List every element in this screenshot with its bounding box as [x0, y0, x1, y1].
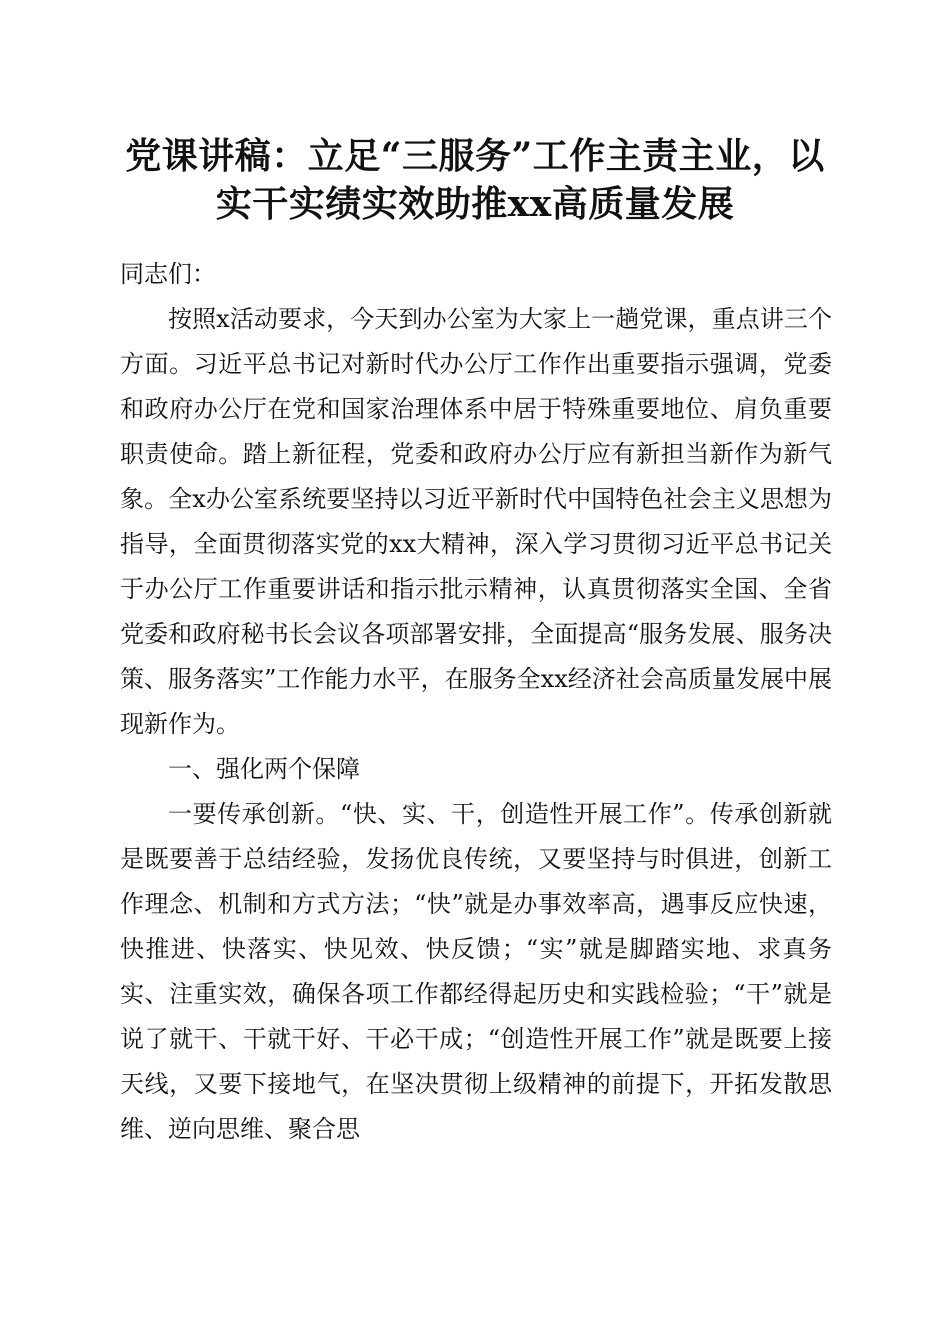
- document-body: [120, 252, 832, 1152]
- paragraph-inheritance-innovation: 一要传承创新。“快、实、干，创造性开展工作”。传承创新就是既要善于总结经验，发扬优良传统，又要坚持与时俱进，创新工作理念、机制和方式方法；“快”就是办事效率高，遇事反应快速，快推进、快落实、快见效、快反馈；“实”就是脚踏实地、求真务实、注重实效，确保各项工作都经得起历史和实践检验；“干”就是说了就干、干就干好、干必干成；“创造性开展工作”就是既要上接天线，又要下接地气，在坚决贯彻上级精神的前提下，开拓发散思维、逆向思维、聚合思: [120, 800, 832, 1143]
- salutation: 同志们：: [120, 260, 216, 288]
- section-heading: 一、强化两个保障: [168, 755, 360, 783]
- title-line-2: 实干实绩实效助推xx高质量发展: [215, 183, 735, 225]
- title-line-1: 党课讲稿：立足“三服务”工作主责主业，以: [125, 135, 825, 177]
- paragraph-intro: 按照x活动要求，今天到办公室为大家上一趟党课，重点讲三个方面。习近平总书记对新时代办公厅工作作出重要指示强调，党委和政府办公厅在党和国家治理体系中居于特殊重要地位、肩负重要职责使命。踏上新征程，党委和政府办公厅应有新担当新作为新气象。全x办公室系统要坚持以习近平新时代中国特色社会主义思想为指导，全面贯彻落实党的xx大精神，深入学习贯彻习近平总书记关于办公厅工作重要讲话和指示批示精神，认真贯彻落实全国、全省党委和政府秘书长会议各项部署安排，全面提高“服务发展、服务决策、服务落实”工作能力水平，在服务全xx经济社会高质量发展中展现新作为。: [120, 305, 832, 738]
- document-title: [100, 132, 850, 228]
